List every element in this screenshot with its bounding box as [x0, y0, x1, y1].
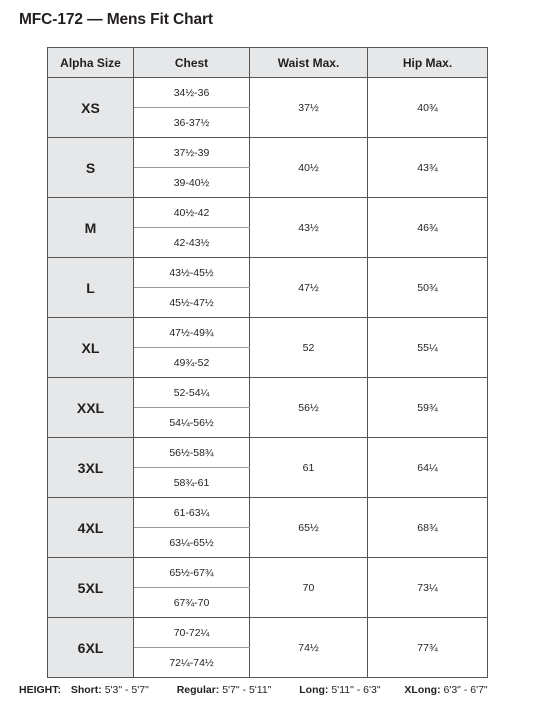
table-row: [48, 618, 488, 648]
waist-max-cell: 70: [250, 558, 368, 618]
table-row: [48, 318, 488, 348]
chest-range-cell: 54¼-56½: [134, 408, 250, 438]
fit-chart-table: [47, 47, 488, 678]
hip-max-cell: 68¾: [368, 498, 488, 558]
hip-max-cell: 46¾: [368, 198, 488, 258]
chest-range-cell: 56½-58¾: [134, 438, 250, 468]
table-row: [48, 258, 488, 288]
table-header-row: [48, 48, 488, 78]
alpha-size-cell: S: [48, 138, 134, 198]
waist-max-cell: 37½: [250, 78, 368, 138]
chest-range-cell: 67¾-70: [134, 588, 250, 618]
chest-range-cell: 58¾-61: [134, 468, 250, 498]
alpha-size-cell: 4XL: [48, 498, 134, 558]
height-long-value: 5'11" - 6'3": [331, 684, 381, 696]
hip-max-cell: 55¼: [368, 318, 488, 378]
table-row: [48, 558, 488, 588]
alpha-size-cell: M: [48, 198, 134, 258]
chest-range-cell: 43½-45½: [134, 258, 250, 288]
hip-max-cell: 43¾: [368, 138, 488, 198]
table-row: [48, 378, 488, 408]
chest-range-cell: 45½-47½: [134, 288, 250, 318]
alpha-size-cell: 5XL: [48, 558, 134, 618]
column-header-hip-max: Hip Max.: [368, 48, 488, 78]
table-row: [48, 438, 488, 468]
chest-range-cell: 42-43½: [134, 228, 250, 258]
hip-max-cell: 59¾: [368, 378, 488, 438]
hip-max-cell: 64¼: [368, 438, 488, 498]
waist-max-cell: 52: [250, 318, 368, 378]
height-short-value: 5'3" - 5'7": [104, 684, 149, 696]
waist-max-cell: 65½: [250, 498, 368, 558]
alpha-size-cell: 3XL: [48, 438, 134, 498]
table-row: [48, 138, 488, 168]
waist-max-cell: 40½: [250, 138, 368, 198]
chest-range-cell: 63¼-65½: [134, 528, 250, 558]
waist-max-cell: 74½: [250, 618, 368, 678]
height-long-label: Long:: [299, 684, 329, 696]
alpha-size-cell: XXL: [48, 378, 134, 438]
alpha-size-cell: XS: [48, 78, 134, 138]
chest-range-cell: 61-63¼: [134, 498, 250, 528]
column-header-chest: Chest: [134, 48, 250, 78]
waist-max-cell: 56½: [250, 378, 368, 438]
height-xlong-value: 6'3" - 6'7": [443, 684, 488, 696]
chest-range-cell: 36-37½: [134, 108, 250, 138]
chest-range-cell: 47½-49¾: [134, 318, 250, 348]
hip-max-cell: 40¾: [368, 78, 488, 138]
chest-range-cell: 65½-67¾: [134, 558, 250, 588]
chest-range-cell: 39-40½: [134, 168, 250, 198]
chest-range-cell: 49¾-52: [134, 348, 250, 378]
hip-max-cell: 77¾: [368, 618, 488, 678]
waist-max-cell: 47½: [250, 258, 368, 318]
chest-range-cell: 52-54¼: [134, 378, 250, 408]
chest-range-cell: 34½-36: [134, 78, 250, 108]
column-header-waist-max: Waist Max.: [250, 48, 368, 78]
height-legend: [19, 684, 519, 696]
height-label: HEIGHT:: [19, 684, 61, 696]
height-short-label: Short:: [70, 684, 102, 696]
height-regular-label: Regular:: [176, 684, 220, 696]
chest-range-cell: 37½-39: [134, 138, 250, 168]
table-row: [48, 498, 488, 528]
table-row: [48, 198, 488, 228]
table-row: [48, 78, 488, 108]
chest-range-cell: 72¼-74½: [134, 648, 250, 678]
height-xlong-label: XLong:: [404, 684, 441, 696]
alpha-size-cell: 6XL: [48, 618, 134, 678]
hip-max-cell: 50¾: [368, 258, 488, 318]
page-title: MFC-172 — Mens Fit Chart: [19, 11, 213, 28]
column-header-alpha-size: Alpha Size: [48, 48, 134, 78]
waist-max-cell: 43½: [250, 198, 368, 258]
hip-max-cell: 73¼: [368, 558, 488, 618]
height-regular-value: 5'7" - 5'11": [222, 684, 272, 696]
alpha-size-cell: L: [48, 258, 134, 318]
chest-range-cell: 70-72¼: [134, 618, 250, 648]
chest-range-cell: 40½-42: [134, 198, 250, 228]
waist-max-cell: 61: [250, 438, 368, 498]
alpha-size-cell: XL: [48, 318, 134, 378]
